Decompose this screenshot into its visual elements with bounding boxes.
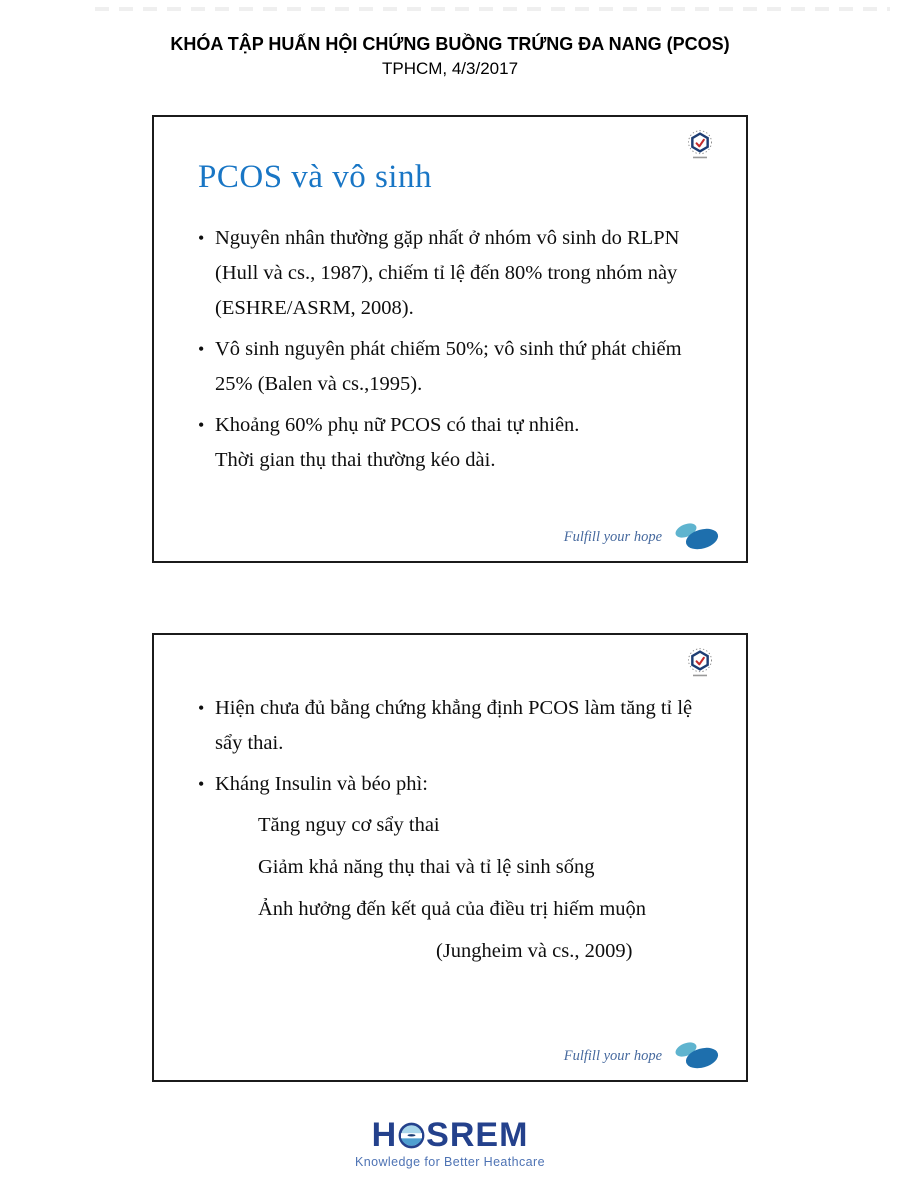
sub-item-text: Ảnh hưởng đến kết quả của điều trị hiếm muộn — [258, 898, 647, 920]
slide-footer — [564, 521, 722, 553]
swoosh-logo-icon — [672, 521, 722, 553]
slide-2 — [152, 633, 748, 1082]
bullet-text: Kháng Insulin và béo phì: — [215, 773, 428, 795]
bullet-dot: • — [198, 698, 205, 718]
bullet-text: Nguyên nhân thường gặp nhất ở nhóm vô sinh do RLPN (Hull và cs., 1987), chiếm tỉ lệ đến 80% trong nhóm này (ESHRE/ASRM, 2008). — [215, 227, 680, 319]
bullet-dot: • — [198, 774, 205, 794]
hosrem-brand-left: H — [371, 1116, 398, 1154]
globe-icon — [398, 1122, 425, 1149]
bullet-continuation-text: Thời gian thụ thai thường kéo dài. — [215, 449, 496, 471]
hexagon-seal-icon — [686, 129, 714, 161]
bullet-item — [198, 691, 712, 761]
citation-text: (Jungheim và cs., 2009) — [436, 940, 633, 962]
slide-footer — [564, 1040, 722, 1072]
page-header-title: KHÓA TẬP HUẤN HỘI CHỨNG BUỒNG TRỨNG ĐA NANG (PCOS) — [170, 34, 730, 54]
slide-title: PCOS và vô sinh — [198, 159, 432, 195]
hosrem-logo — [0, 1118, 900, 1169]
hosrem-tagline: Knowledge for Better Heathcare — [355, 1155, 545, 1169]
bullet-dot: • — [198, 339, 205, 359]
bullet-item — [198, 408, 712, 443]
bullet-item — [198, 221, 712, 326]
footer-tagline: Fulfill your hope — [563, 1047, 662, 1064]
sub-item-text: Tăng nguy cơ sẩy thai — [258, 814, 440, 836]
swoosh-logo-icon — [672, 1040, 722, 1072]
bullet-text: Hiện chưa đủ bằng chứng khẳng định PCOS làm tăng tỉ lệ sẩy thai. — [215, 697, 693, 754]
slide-body — [198, 221, 712, 484]
bullet-item — [198, 767, 712, 802]
page-header — [0, 32, 900, 82]
bullet-item — [198, 332, 712, 402]
page-header-date: TPHCM, 4/3/2017 — [381, 59, 519, 78]
hexagon-seal-icon — [686, 647, 714, 679]
hosrem-brand — [372, 1118, 529, 1152]
slide-1 — [152, 115, 748, 563]
bullet-dot: • — [198, 228, 205, 248]
footer-tagline: Fulfill your hope — [563, 528, 662, 545]
bullet-text: Vô sinh nguyên phát chiếm 50%; vô sinh thứ phát chiếm 25% (Balen và cs.,1995). — [215, 338, 682, 395]
slide-body — [198, 691, 712, 969]
bullet-dot: • — [198, 415, 205, 435]
bullet-text: Khoảng 60% phụ nữ PCOS có thai tự nhiên. — [215, 414, 580, 436]
hosrem-brand-right: SREM — [426, 1116, 529, 1154]
sub-item-text: Giảm khả năng thụ thai và tỉ lệ sinh sống — [258, 856, 595, 878]
cropped-text-remnant — [95, 7, 890, 11]
